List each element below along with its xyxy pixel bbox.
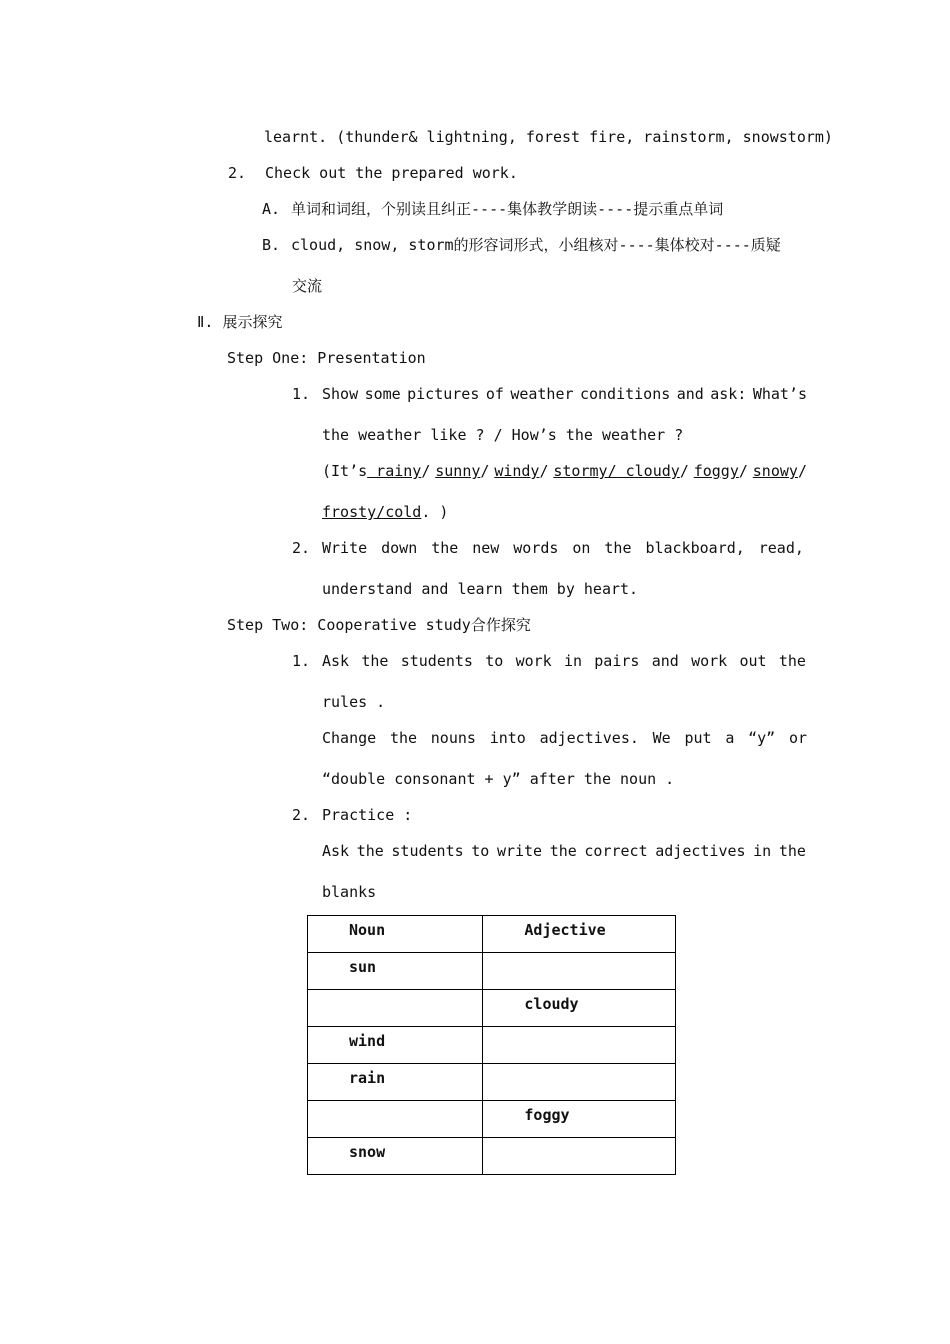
practice-title: Practice : <box>322 806 413 824</box>
noun-cell: wind <box>308 1027 483 1064</box>
answer-slash: / <box>607 462 617 480</box>
noun-cell: sun <box>308 953 483 990</box>
table-row <box>308 1101 676 1138</box>
answer-slash: / <box>480 462 490 480</box>
noun-cell <box>308 990 483 1027</box>
step1-item1-line1: Show some pictures of weather conditions and ask: What’s <box>322 385 807 403</box>
noun-adjective-table <box>307 915 676 1175</box>
answer-cloudy: cloudy <box>616 462 680 480</box>
table-header-row <box>308 916 676 953</box>
sub-a-text: 单词和词组，个别读且纠正----集体教学朗读----提示重点单词 <box>291 200 724 218</box>
adjective-cell <box>483 1064 676 1101</box>
step2-item1-line2: rules . <box>322 693 386 711</box>
sub-b-text: cloud, snow, storm的形容词形式，小组核对----集体校对----质疑 <box>291 236 781 254</box>
change-line1: Change the nouns into adjectives. We put a “y” or <box>322 729 807 747</box>
adjective-cell: cloudy <box>483 990 676 1027</box>
practice-line1: Ask the students to write the correct adjectives in the <box>322 842 806 860</box>
section-heading: Ⅱ. 展示探究 <box>197 313 283 331</box>
adjective-cell <box>483 953 676 990</box>
step-one-title: Step One: Presentation <box>227 349 426 367</box>
table-row <box>308 990 676 1027</box>
header-noun: Noun <box>308 916 483 953</box>
answer-stormy: stormy <box>553 462 608 480</box>
step2-item1-number: 1. <box>292 652 311 670</box>
answer-slash: / <box>539 462 549 480</box>
sub-b-label: B. <box>262 236 281 254</box>
practice-line2: blanks <box>322 883 377 901</box>
step1-item2-line1: Write down the new words on the blackboard, read, <box>322 539 804 557</box>
noun-cell <box>308 1101 483 1138</box>
answer-slash: / <box>797 462 807 480</box>
answer-slash: / <box>679 462 689 480</box>
item-2-number: 2. <box>228 164 247 182</box>
weather-answers-line <box>322 461 807 481</box>
answer-snowy: snowy <box>752 462 798 480</box>
answer-sunny: sunny <box>435 462 481 480</box>
adjective-cell <box>483 1027 676 1064</box>
step-two-title: Step Two: Cooperative study合作探究 <box>227 616 531 634</box>
answer-slash: / <box>421 462 431 480</box>
table-row <box>308 1138 676 1175</box>
step1-item2-number: 2. <box>292 539 311 557</box>
adjective-cell: foggy <box>483 1101 676 1138</box>
answer-rainy: rainy <box>367 462 422 480</box>
answer-foggy: foggy <box>693 462 739 480</box>
answer-windy: windy <box>494 462 540 480</box>
header-adjective: Adjective <box>483 916 676 953</box>
sub-b-continuation: 交流 <box>292 277 323 295</box>
step2-item2-number: 2. <box>292 806 311 824</box>
answers-close: . ) <box>421 503 449 521</box>
step2-item1-line1: Ask the students to work in pairs and work out the <box>322 652 806 670</box>
table-row <box>308 1027 676 1064</box>
learnt-line: learnt. (thunder& lightning, forest fire, rainstorm, snowstorm) <box>264 128 833 146</box>
noun-cell: rain <box>308 1064 483 1101</box>
item-2-text: Check out the prepared work. <box>265 164 518 182</box>
table-row <box>308 953 676 990</box>
noun-cell: snow <box>308 1138 483 1175</box>
change-line2: “double consonant + y” after the noun . <box>322 770 675 788</box>
sub-a-label: A. <box>262 200 281 218</box>
answer-slash: / <box>738 462 748 480</box>
adjective-cell <box>483 1138 676 1175</box>
answers-open: (It’s <box>322 462 368 480</box>
step1-item1-number: 1. <box>292 385 311 403</box>
answer-frosty-cold: frosty/cold <box>322 503 422 521</box>
step1-item1-line2: the weather like ? / How’s the weather ? <box>322 426 684 444</box>
step1-item2-line2: understand and learn them by heart. <box>322 580 639 598</box>
weather-answers-line2 <box>322 502 448 522</box>
table-row <box>308 1064 676 1101</box>
